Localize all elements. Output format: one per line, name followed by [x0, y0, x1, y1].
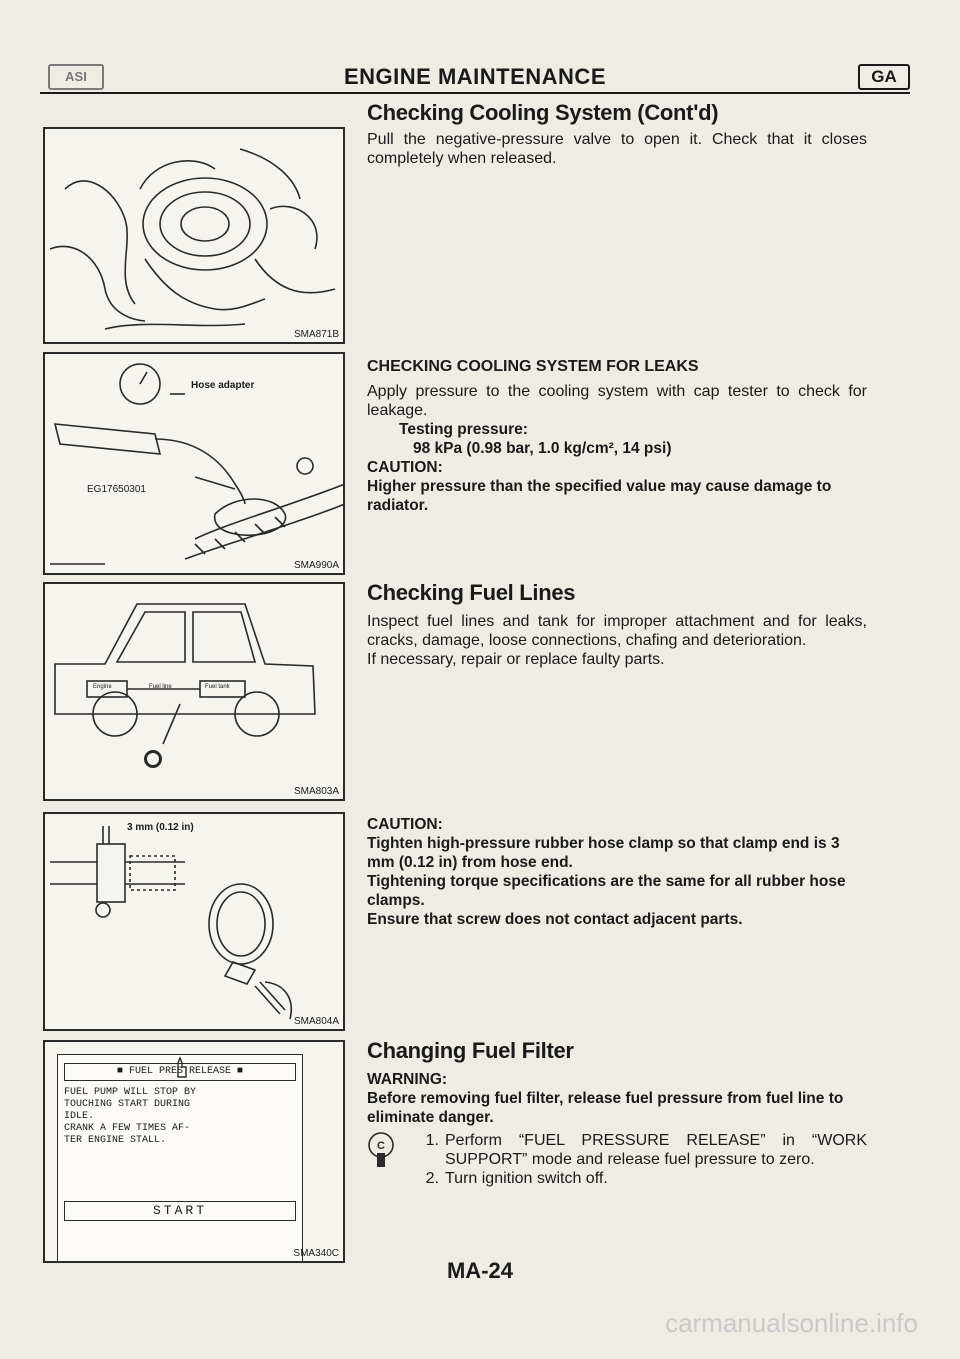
figure-code: SMA990A [293, 560, 339, 571]
warning-label: WARNING: [367, 1071, 448, 1088]
figure-pressure-tester [43, 352, 345, 575]
svg-text:C: C [377, 1140, 385, 1152]
hose-adapter-label: Hose adapter [191, 380, 255, 391]
step-text: Turn ignition switch off. [445, 1170, 608, 1187]
consult-tool-icon [367, 1131, 395, 1171]
figure-code: SMA340C [293, 1248, 339, 1259]
figure-car-fuel-line [43, 582, 345, 801]
section-hose-clamp-caution [367, 815, 867, 929]
section-heading: Checking Cooling System (Cont'd) [367, 100, 719, 125]
tool-number-label: EG17650301 [87, 484, 146, 495]
watermark: carmanualsonline.info [665, 1308, 918, 1338]
section-body: Apply pressure to the cooling system with cap tester to check for leakage. [367, 383, 867, 419]
section-body: Inspect fuel lines and tank for improper attachment and for leaks, cracks, damage, loose connections, chafing and deterioration. [367, 613, 867, 649]
caution-label: CAUTION: [367, 816, 443, 833]
consult-line: FUEL PUMP WILL STOP BY [64, 1087, 197, 1098]
consult-start-button: START [64, 1201, 296, 1221]
section-body: Pull the negative-pressure valve to open it. Check that it closes completely when released. [367, 131, 867, 167]
radiator-cap-illustration [45, 129, 345, 344]
figure-code: SMA871B [293, 329, 339, 340]
engine-label: Engine [93, 684, 112, 690]
section-heading: Changing Fuel Filter [367, 1038, 574, 1063]
caution-text: Higher pressure than the specified value may cause damage to radiator. [367, 478, 832, 514]
consult-line: IDLE. [64, 1111, 95, 1122]
caution-text: Tighten high-pressure rubber hose clamp so that clamp end is 3 mm (0.12 in) from hose end. [367, 835, 840, 871]
page-title: ENGINE MAINTENANCE [343, 64, 606, 89]
figure-code: SMA804A [293, 1016, 339, 1027]
section-leak-check [367, 358, 867, 515]
procedure-step [367, 1131, 867, 1169]
section-tag-left: ASI [48, 64, 104, 90]
step-text: Perform “FUEL PRESSURE RELEASE” in “WORK SUPPORT” mode and release fuel pressure to zero. [445, 1132, 867, 1168]
figure-consult-screen [43, 1040, 345, 1263]
header-rule [40, 92, 910, 94]
caution-text: Tightening torque specifications are the same for all rubber hose clamps. [367, 873, 846, 909]
procedure-step [367, 1169, 867, 1188]
fuel-line-label: Fuel line [149, 684, 172, 690]
testing-pressure-label: Testing pressure: [399, 421, 528, 438]
section-body: If necessary, repair or replace faulty parts. [367, 651, 665, 668]
caution-text: Ensure that screw does not contact adjacent parts. [367, 911, 743, 928]
figure-radiator-cap [43, 127, 345, 344]
touch-hand-icon [171, 1055, 191, 1079]
consult-header: ■ FUEL PRES RELEASE ■ [64, 1063, 296, 1081]
hose-clamp-illustration [45, 814, 345, 1031]
step-number: 1. [425, 1132, 439, 1149]
consult-line: TOUCHING START DURING [64, 1099, 191, 1110]
consult-screen [57, 1054, 303, 1263]
section-tag-right: GA [858, 64, 910, 90]
section-cooling-contd [367, 100, 867, 168]
section-heading: Checking Fuel Lines [367, 580, 576, 605]
figure-code: SMA803A [293, 786, 339, 797]
procedure-steps [367, 1131, 867, 1188]
testing-pressure-value: 98 kPa (0.98 bar, 1.0 kg/cm², 14 psi) [413, 440, 672, 457]
page-number: MA-24 [446, 1258, 513, 1283]
step-number: 2. [425, 1170, 439, 1187]
fuel-tank-label: Fuel tank [205, 684, 230, 690]
caution-label: CAUTION: [367, 459, 443, 476]
section-fuel-lines [367, 580, 867, 669]
consult-line: CRANK A FEW TIMES AF- [64, 1123, 191, 1134]
section-fuel-filter [367, 1038, 867, 1188]
consult-line: TER ENGINE STALL. [64, 1135, 167, 1146]
page-header [40, 62, 910, 98]
figure-hose-clamp [43, 812, 345, 1031]
section-heading: CHECKING COOLING SYSTEM FOR LEAKS [367, 358, 699, 375]
dimension-label: 3 mm (0.12 in) [127, 822, 194, 833]
warning-text: Before removing fuel filter, release fuel pressure from fuel line to eliminate danger. [367, 1090, 844, 1126]
car-illustration [45, 584, 345, 801]
